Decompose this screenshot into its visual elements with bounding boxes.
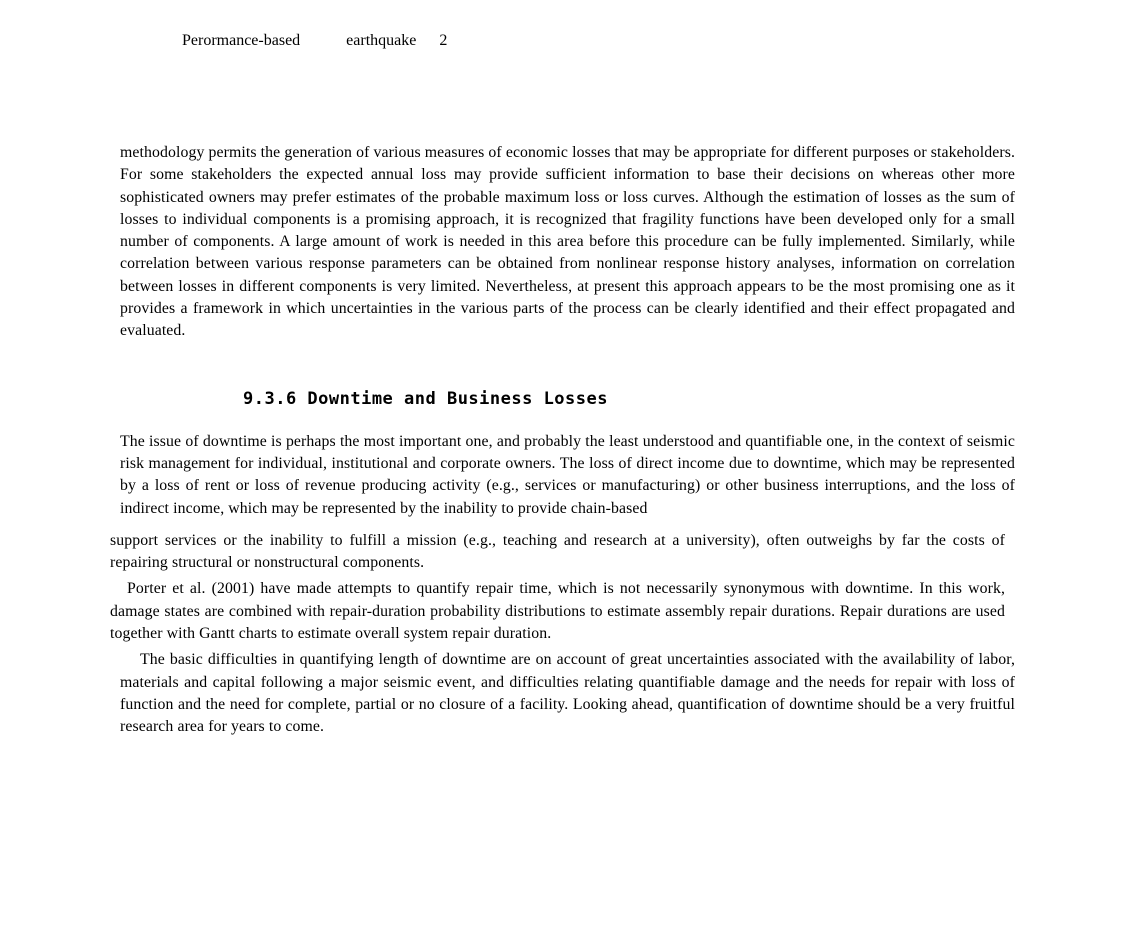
paragraph-porter-repair-time: Porter et al. (2001) have made attempts to quantify repair time, which is not necessarily synonymous with downtime. In this work, damage states are combined with repair-duration probability distributions to estimate assembly repair durations. Repair durations are used together with Gantt charts to estimate overall system repair duration. [110,580,1005,643]
paragraph-downtime-intro: The issue of downtime is perhaps the most important one, and probably the least understood and quantifiable one, in the context of seismic risk management for individual, institutional and corporate owners. The loss of direct income due to downtime, which may be represented by a loss of rent or loss of revenue producing activity (e.g., services or manufacturing) or other business interruptions, and the loss of indirect income, which may be represented by the inability to provide chain-based [120,432,1015,517]
paragraph-quantifying-difficulties: The basic difficulties in quantifying length of downtime are on account of great uncertainties associated with the availability of labor, materials and capital following a major seismic event, and difficulties relating quantifiable damage and the needs for repair with loss of function and the need for complete, partial or no closure of a facility. Looking ahead, quantification of downtime should be a very fruitful research area for years to come. [120,651,1015,736]
page-number: 2 [439,32,448,49]
running-head-title: Perormance-based [182,32,301,49]
running-header [0,0,1133,51]
page-body [0,142,1133,739]
section-heading-downtime: 9.3.6 Downtime and Business Losses [243,388,608,409]
running-head-subject: earthquake [346,32,417,49]
paragraph-methodology-losses: methodology permits the generation of various measures of economic losses that may be appropriate for different purposes or stakeholders. For some stakeholders the expected annual loss may provide sufficient information to base their decisions on whereas other more sophisticated owners may prefer estimates of the probable maximum loss or loss curves. Although the estimation of losses as the sum of losses to individual components is a promising approach, it is recognized that fragility functions have been developed only for a small number of components. A large amount of work is needed in this area before this procedure can be fully implemented. Similarly, while correlation between various response parameters can be obtained from nonlinear response history analyses, information on correlation between losses in different components is very limited. Nevertheless, at present this approach appears to be the most promising one as it provides a framework in which uncertainties in the various parts of the process can be clearly identified and their effect propagated and evaluated. [120,144,1015,340]
paragraph-support-services: support services or the inability to fulfill a mission (e.g., teaching and research at a university), often outweighs by far the costs of repairing structural or nonstructural components. [110,531,1005,572]
